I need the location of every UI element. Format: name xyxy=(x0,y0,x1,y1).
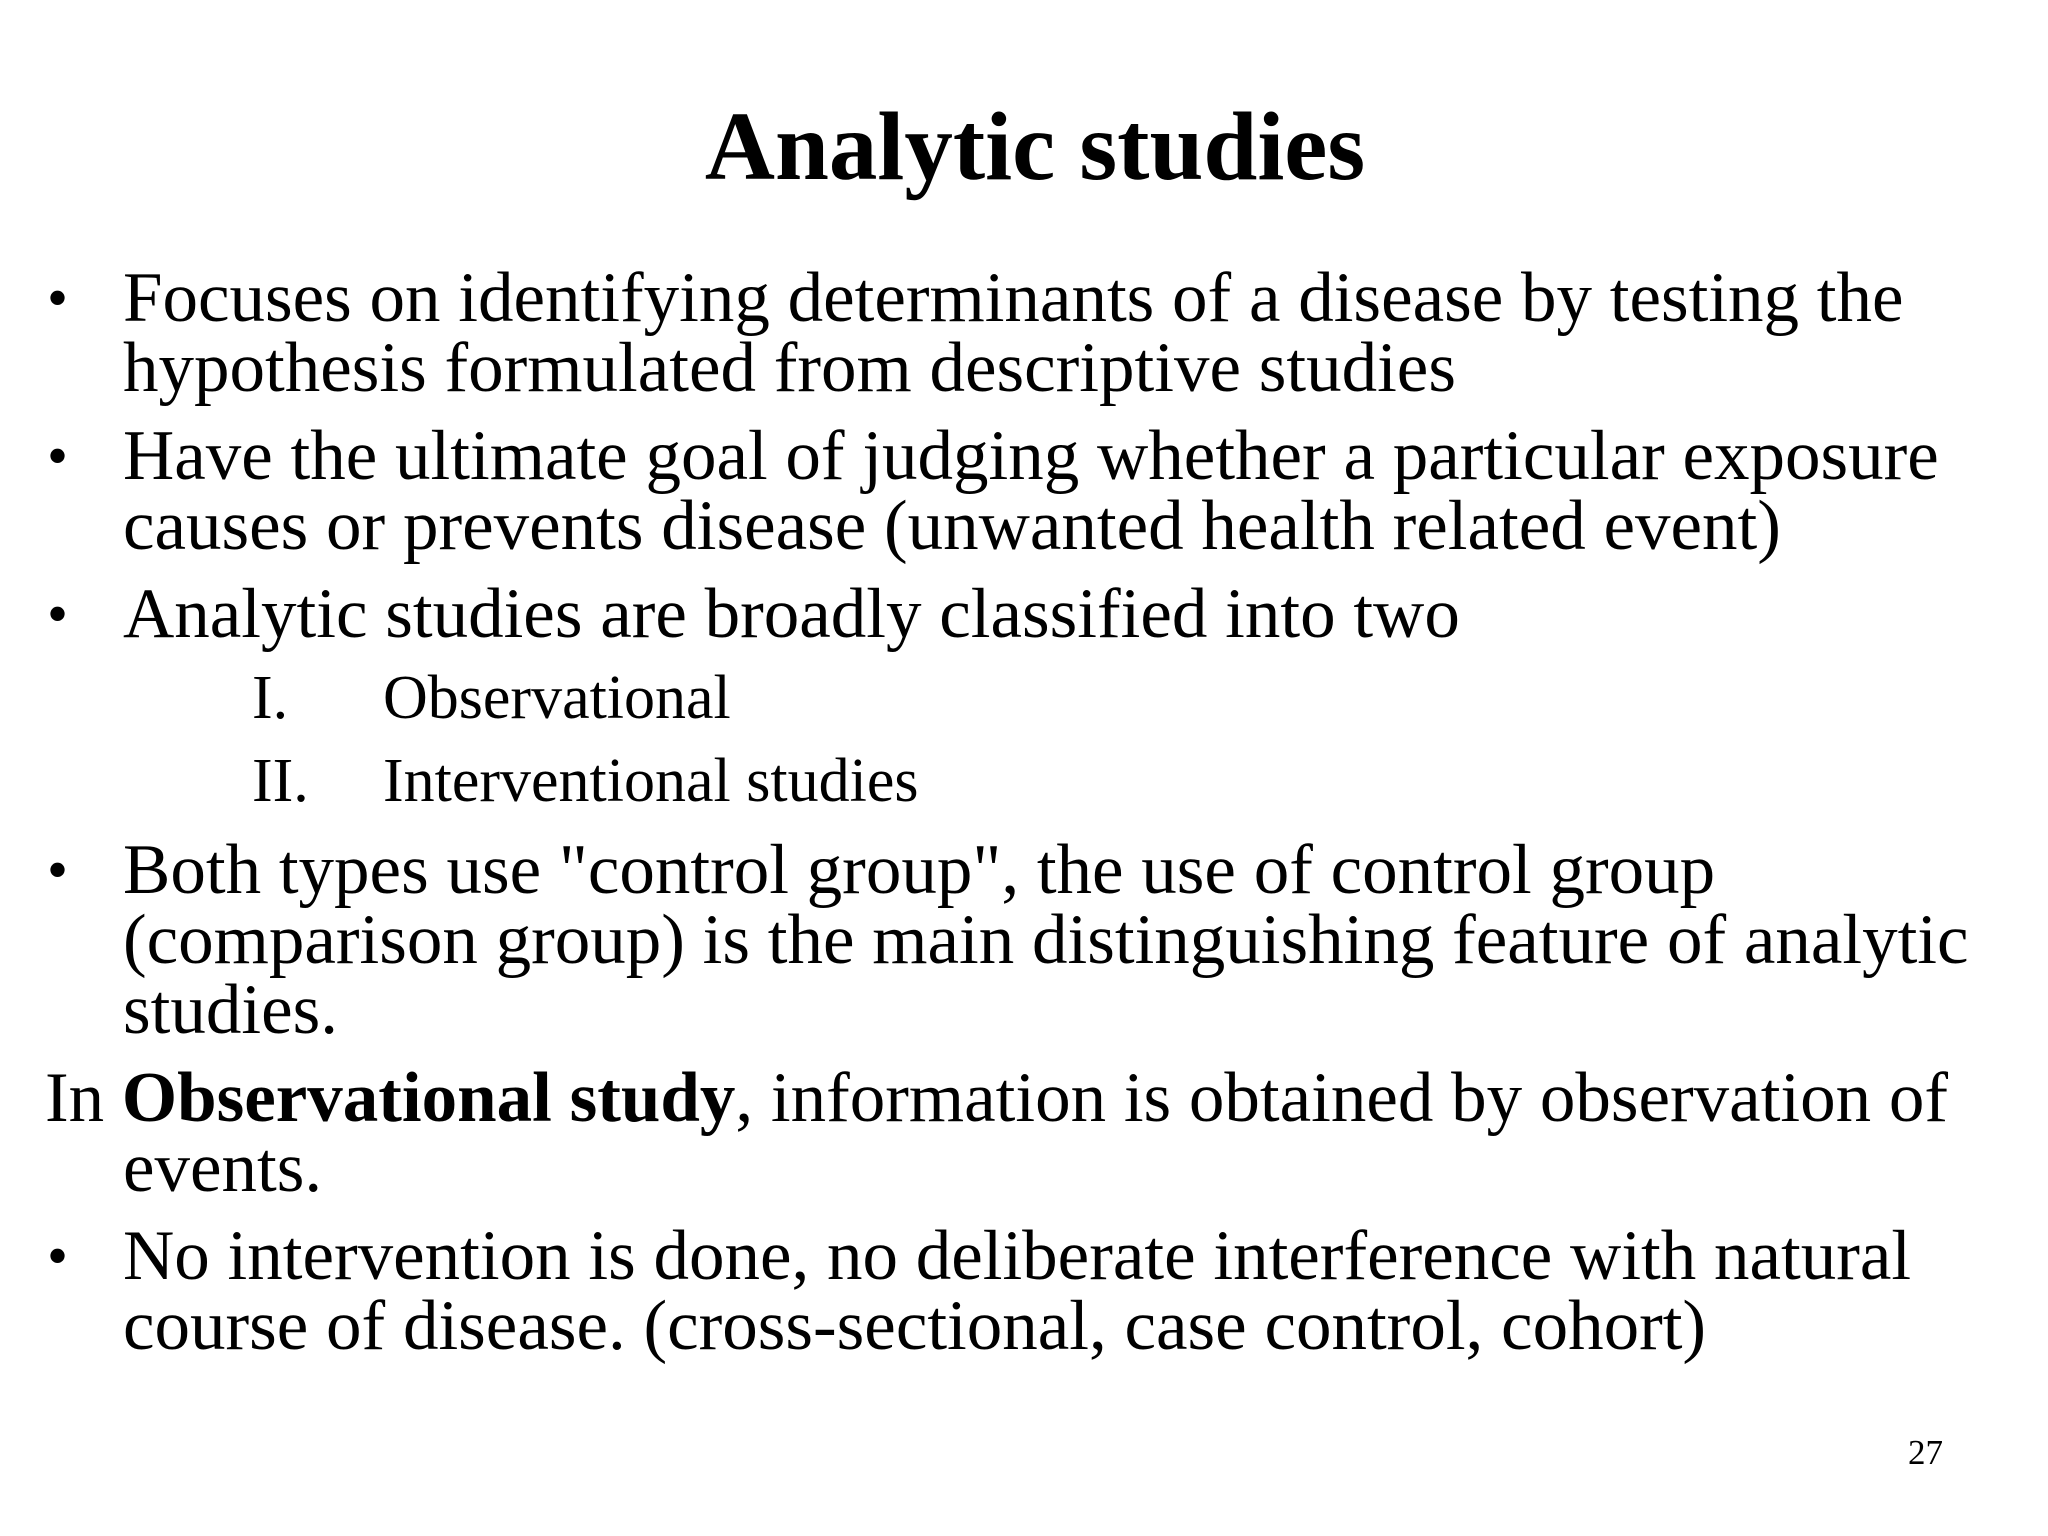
observational-paragraph-line-2: events. xyxy=(123,1129,323,1207)
bullet-4-line-1: Both types use "control group", the use of control group xyxy=(123,831,1716,909)
sublist-number-2: II. xyxy=(252,747,309,815)
bullet-2-line-1: Have the ultimate goal of judging whether a particular exposure xyxy=(123,417,1939,495)
bullet-1-line-2: hypothesis formulated from descriptive studies xyxy=(123,329,1456,407)
observational-suffix: , information is obtained by observation of xyxy=(735,1059,1949,1137)
bullet-dot: • xyxy=(47,581,69,647)
bullet-dot: • xyxy=(47,265,69,331)
bullet-dot: • xyxy=(47,1223,69,1289)
page-number: 27 xyxy=(1908,1433,1943,1472)
bullet-dot: • xyxy=(47,423,69,489)
sublist-item-1: Observational xyxy=(383,664,731,732)
bullet-5-line-1: No intervention is done, no deliberate interference with natural xyxy=(123,1217,1912,1295)
bullet-1-line-1: Focuses on identifying determinants of a disease by testing the xyxy=(123,259,1904,337)
sublist-item-2: Interventional studies xyxy=(383,747,919,815)
observational-study-term: Observational study xyxy=(121,1059,736,1137)
observational-paragraph-line-1 xyxy=(45,1059,1949,1137)
bullet-5-line-2: course of disease. (cross-sectional, case control, cohort) xyxy=(123,1287,1707,1365)
sublist-number-1: I. xyxy=(252,664,289,732)
observational-prefix: In xyxy=(45,1059,122,1137)
bullet-2-line-2: causes or prevents disease (unwanted health related event) xyxy=(123,487,1781,565)
bullet-dot: • xyxy=(47,837,69,903)
bullet-4-line-3: studies. xyxy=(123,971,338,1049)
slide-title: Analytic studies xyxy=(704,93,1366,200)
bullet-4-line-2: (comparison group) is the main distinguishing feature of analytic xyxy=(123,901,1969,979)
bullet-3-line-1: Analytic studies are broadly classified into two xyxy=(123,575,1460,653)
